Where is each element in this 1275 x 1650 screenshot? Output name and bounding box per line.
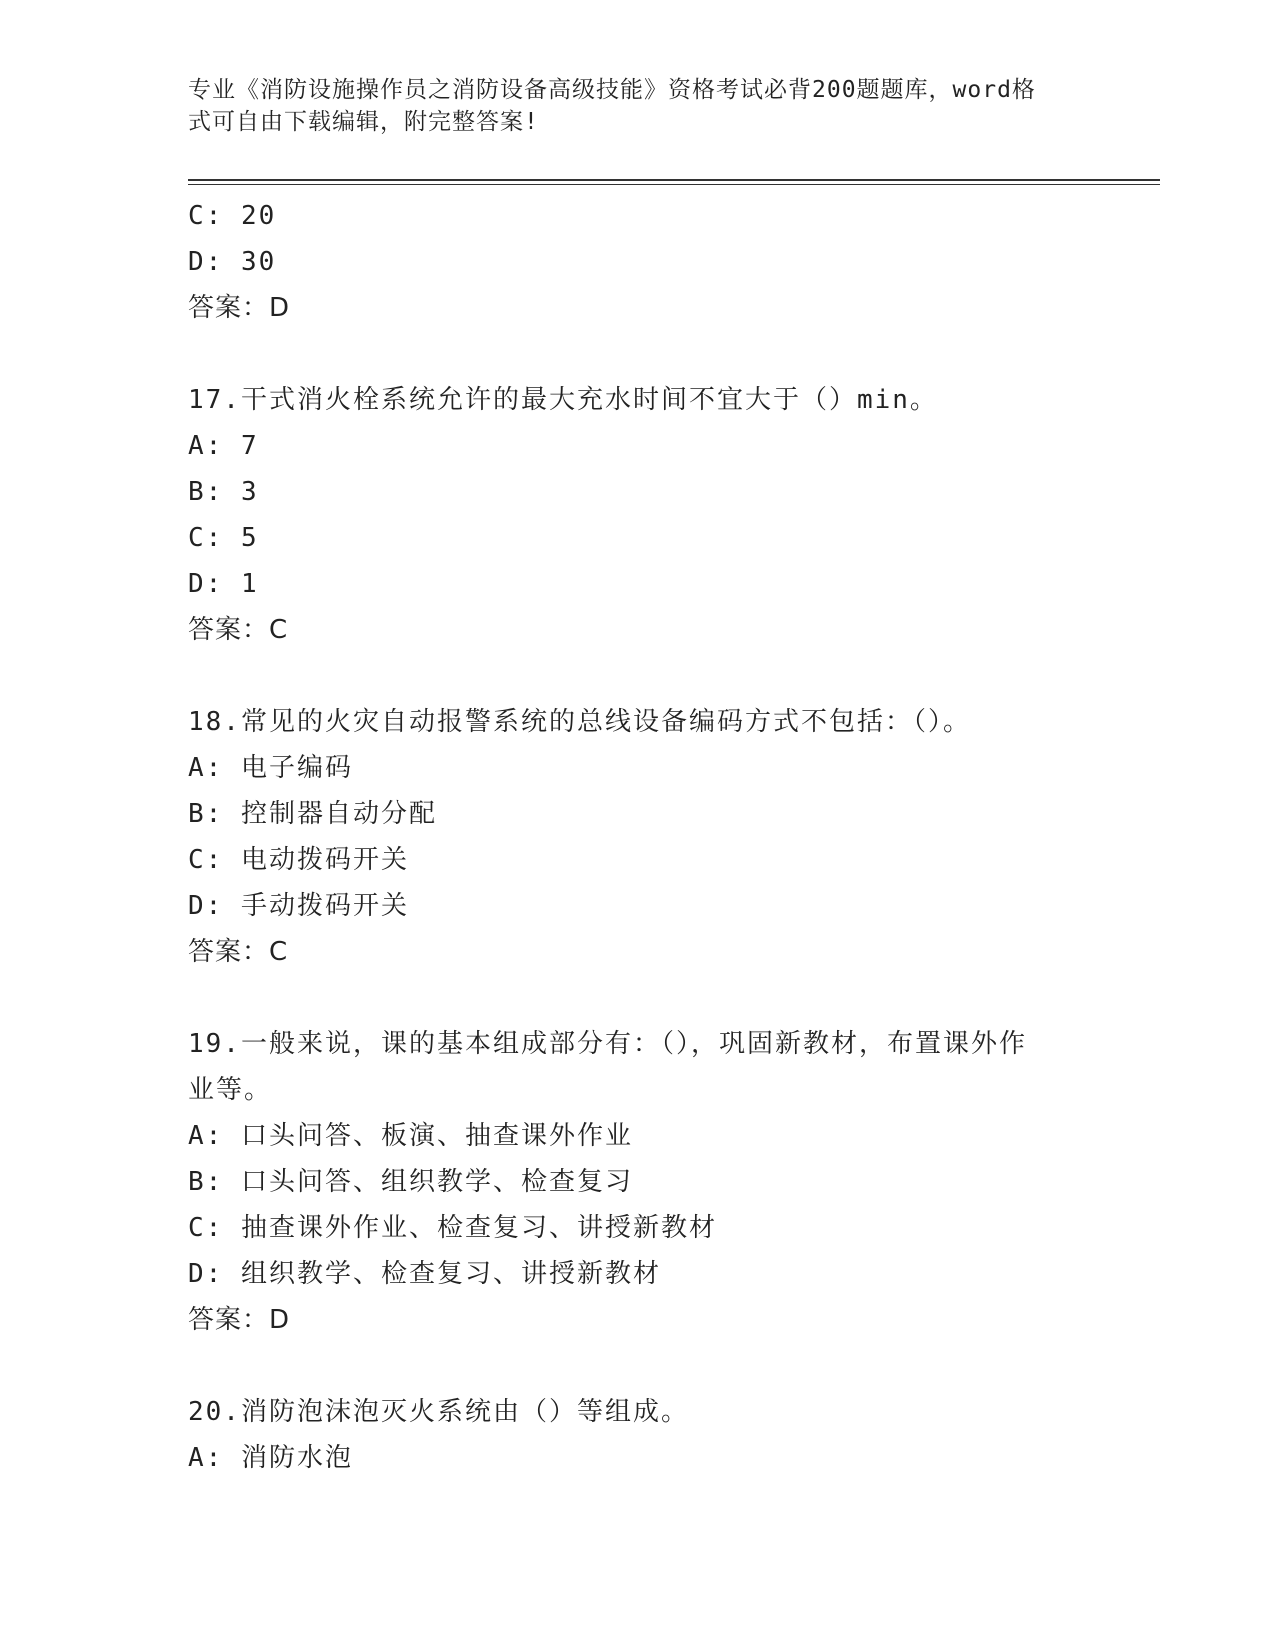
header-line-1: 专业《消防设施操作员之消防设备高级技能》资格考试必背200题题库，word格 xyxy=(188,77,1036,103)
header-line-2: 式可自由下载编辑，附完整答案! xyxy=(188,109,539,135)
option-b: B: 口头问答、组织教学、检查复习 xyxy=(188,1167,633,1197)
option-a: A: 口头问答、板演、抽查课外作业 xyxy=(188,1121,633,1151)
header-divider-thin xyxy=(188,184,1160,185)
question-stem: 20.消防泡沫泡灭火系统由（）等组成。 xyxy=(188,1397,689,1427)
question-stem-line-1: 19.一般来说，课的基本组成部分有：（），巩固新教材，布置课外作 xyxy=(188,1029,1027,1059)
spacer xyxy=(188,331,1088,377)
question-19 xyxy=(188,1021,1088,1343)
option-a: A: 电子编码 xyxy=(188,753,353,783)
spacer xyxy=(188,975,1088,1021)
question-20 xyxy=(188,1389,1088,1481)
question-18 xyxy=(188,699,1088,975)
option-c: C: 电动拨码开关 xyxy=(188,845,409,875)
option-d: D: 手动拨码开关 xyxy=(188,891,409,921)
answer: 答案：C xyxy=(188,615,289,645)
spacer xyxy=(188,1343,1088,1389)
question-stem-line-2: 业等。 xyxy=(188,1075,273,1105)
option-c: C: 抽查课外作业、检查复习、讲授新教材 xyxy=(188,1213,717,1243)
option-d: D: 30 xyxy=(188,247,277,277)
spacer xyxy=(188,653,1088,699)
option-d: D: 1 xyxy=(188,569,259,599)
question-16-tail xyxy=(188,193,1088,331)
answer: 答案：D xyxy=(188,293,291,323)
option-c: C: 20 xyxy=(188,201,277,231)
question-stem: 18.常见的火灾自动报警系统的总线设备编码方式不包括：（）。 xyxy=(188,707,971,737)
question-list xyxy=(188,193,1088,1481)
answer: 答案：D xyxy=(188,1305,291,1335)
option-b: B: 控制器自动分配 xyxy=(188,799,437,829)
question-17 xyxy=(188,377,1088,653)
question-stem: 17.干式消火栓系统允许的最大充水时间不宜大于（）min。 xyxy=(188,385,938,415)
option-a: A: 消防水泡 xyxy=(188,1443,353,1473)
answer: 答案：C xyxy=(188,937,289,967)
document-header xyxy=(188,74,1068,138)
option-d: D: 组织教学、检查复习、讲授新教材 xyxy=(188,1259,661,1289)
option-a: A: 7 xyxy=(188,431,259,461)
option-c: C: 5 xyxy=(188,523,259,553)
option-b: B: 3 xyxy=(188,477,259,507)
header-divider-thick xyxy=(188,179,1160,181)
